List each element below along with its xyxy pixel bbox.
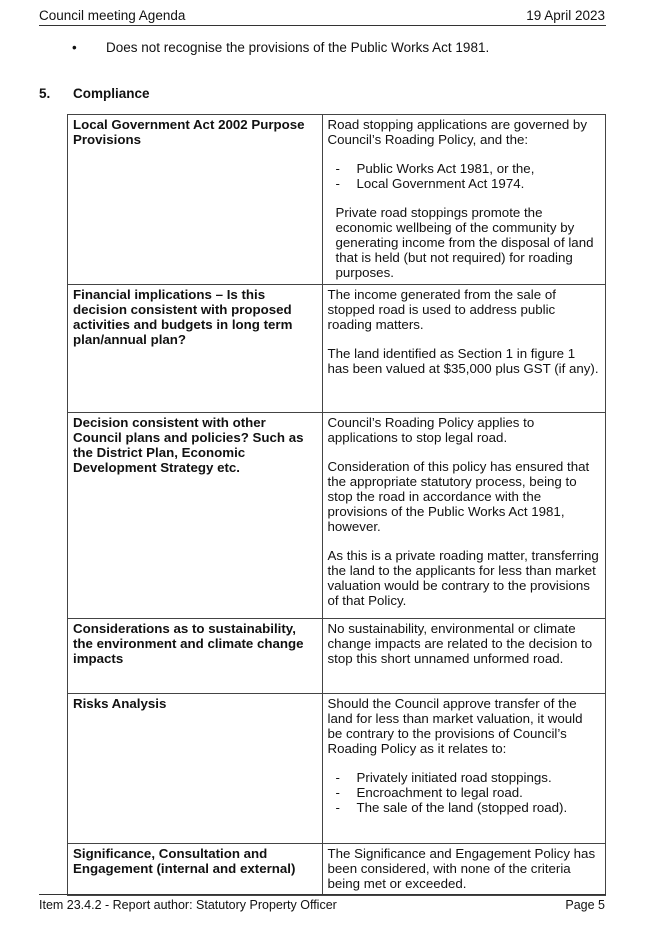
- bullet-icon: •: [72, 40, 77, 55]
- paragraph: Should the Council approve transfer of the land for less than market valuation, it would be contrary to the provisions of Council’s Roading Policy as it relates to:: [327, 696, 583, 756]
- paragraph: As this is a private roading matter, transferring the land to the applicants for less than market valuation would be contrary to the provisions of that Policy.: [327, 548, 599, 608]
- table-row: [68, 844, 606, 896]
- row-content: [322, 694, 605, 844]
- table-row: [68, 619, 606, 694]
- row-content: [322, 619, 605, 694]
- section-number: 5.: [39, 86, 51, 101]
- dash-item: - Encroachment to legal road.: [335, 785, 523, 800]
- paragraph: The income generated from the sale of stopped road is used to address public roading matters.: [327, 287, 556, 332]
- dash-item: - Privately initiated road stoppings.: [335, 770, 552, 785]
- footer-divider: [39, 894, 606, 895]
- section-title: Compliance: [73, 86, 150, 101]
- row-label: Financial implications – Is this decision consistent with proposed activities and budgets in long term plan/annual plan?: [68, 285, 323, 413]
- row-content: [322, 844, 605, 896]
- table-row: [68, 285, 606, 413]
- row-label: Significance, Consultation and Engagement (internal and external): [68, 844, 323, 896]
- row-content: [322, 285, 605, 413]
- row-label: Decision consistent with other Council plans and policies? Such as the District Plan, Economic Development Strategy etc.: [68, 413, 323, 619]
- footer-item-author: Item 23.4.2 - Report author: Statutory Property Officer: [39, 898, 337, 912]
- table-row: [68, 694, 606, 844]
- paragraph: Road stopping applications are governed by Council’s Roading Policy, and the:: [327, 117, 587, 147]
- paragraph: Council’s Roading Policy applies to applications to stop legal road.: [327, 415, 535, 445]
- bullet-item: [72, 40, 489, 55]
- header-date: 19 April 2023: [526, 8, 605, 23]
- paragraph: No sustainability, environmental or climate change impacts are related to the decision to stop this short unnamed unformed road.: [327, 621, 593, 666]
- row-content: [322, 413, 605, 619]
- row-label: Considerations as to sustainability, the environment and climate change impacts: [68, 619, 323, 694]
- paragraph: The land identified as Section 1 in figure 1 has been valued at $35,000 plus GST (if any).: [327, 346, 599, 376]
- header-title: Council meeting Agenda: [39, 8, 186, 23]
- compliance-table: [67, 114, 606, 896]
- dash-item: - Public Works Act 1981, or the,: [335, 161, 535, 176]
- paragraph: The Significance and Engagement Policy has been considered, with none of the criteria being met or exceeded.: [327, 846, 596, 891]
- row-content: [322, 115, 605, 285]
- dash-item: - Local Government Act 1974.: [335, 176, 525, 191]
- table-row: [68, 413, 606, 619]
- page-number: Page 5: [565, 898, 605, 912]
- section-heading: [39, 86, 150, 101]
- row-label: Local Government Act 2002 Purpose Provisions: [68, 115, 323, 285]
- paragraph: Consideration of this policy has ensured that the appropriate statutory process, being to stop the road in accordance with the provisions of the Public Works Act 1981, however.: [327, 459, 590, 534]
- row-label: Risks Analysis: [68, 694, 323, 844]
- header-divider: [39, 25, 606, 26]
- bullet-text: Does not recognise the provisions of the Public Works Act 1981.: [106, 40, 490, 55]
- dash-item: - The sale of the land (stopped road).: [335, 800, 568, 815]
- paragraph: Private road stoppings promote the economic wellbeing of the community by generating income from the disposal of land that is held (but not required) for roading purposes.: [335, 205, 594, 280]
- table-row: [68, 115, 606, 285]
